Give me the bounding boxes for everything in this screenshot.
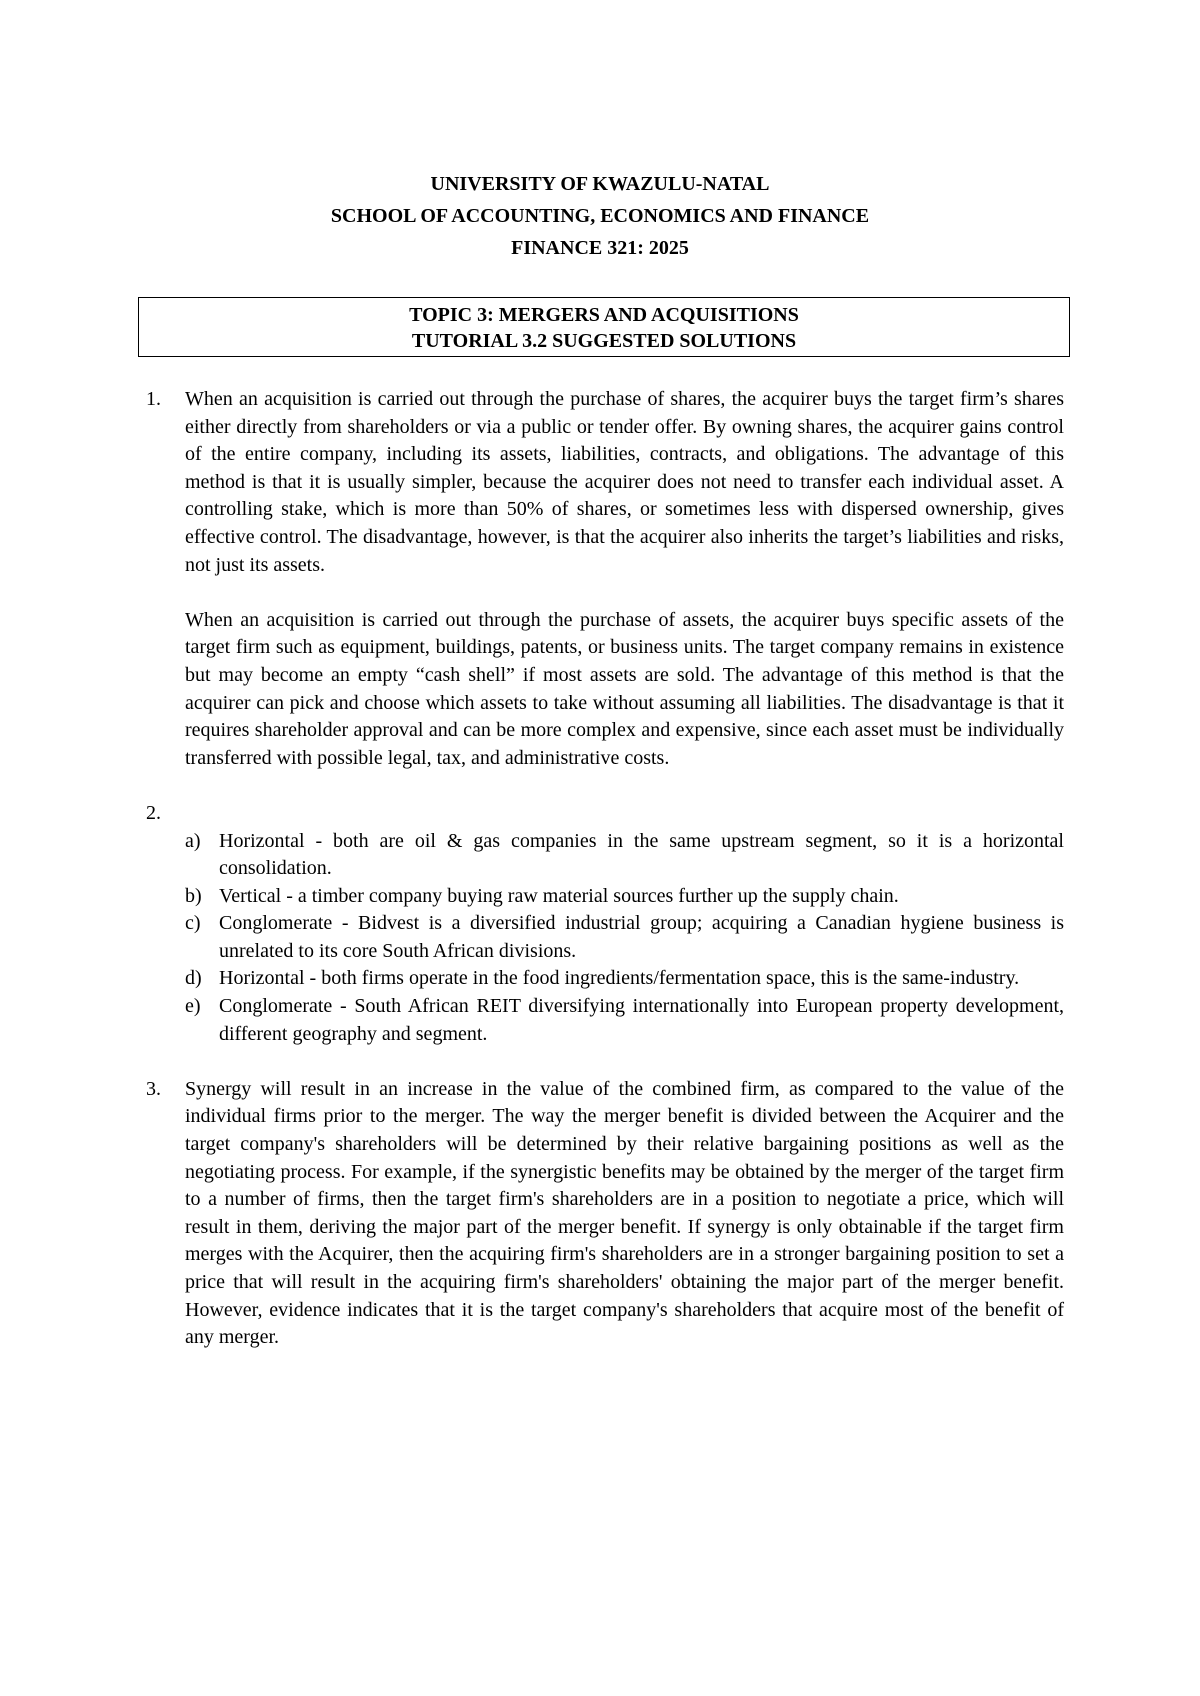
- answer-paragraph: When an acquisition is carried out through the purchase of assets, the acquirer buys specific assets of the target firm such as equipment, buildings, patents, or business units. The target company remains in existence but may become an empty “cash shell” if most assets are sold. The advantage of this method is that the acquirer can pick and choose which assets to take without assuming all liabilities. The disadvantage is that it requires shareholder approval and can be more complex and expensive, since each asset must be individually transferred with possible legal, tax, and administrative costs.: [185, 608, 1064, 769]
- item-text: Horizontal - both firms operate in the food ingredients/fermentation space, this is the same-industry.: [219, 967, 1020, 990]
- course-title: FINANCE 321: 2025: [511, 237, 689, 259]
- list-item: [185, 965, 1064, 993]
- item-letter: a): [185, 829, 201, 852]
- list-item: [185, 828, 1064, 883]
- school-name: SCHOOL OF ACCOUNTING, ECONOMICS AND FINANCE: [330, 205, 870, 227]
- item-text: Conglomerate - Bidvest is a diversified industrial group; acquiring a Canadian hygiene business is unrelated to its core South African divisions.: [219, 912, 1064, 962]
- tutorial-subtitle: TUTORIAL 3.2 SUGGESTED SOLUTIONS: [411, 330, 797, 352]
- document-header: [0, 168, 1200, 264]
- question-2: [146, 800, 1064, 1048]
- list-item: [185, 883, 1064, 911]
- solutions-body: [146, 386, 1064, 1352]
- item-letter: b): [185, 884, 202, 907]
- university-name: UNIVERSITY OF KWAZULU-NATAL: [430, 173, 770, 195]
- topic-box: [138, 297, 1070, 357]
- item-letter: e): [185, 995, 201, 1018]
- answer-paragraph: Synergy will result in an increase in the value of the combined firm, as compared to the value of the individual firms prior to the merger. The way the merger benefit is divided between the Acquirer and the target company's shareholders will be determined by their relative bargaining positions as well as the negotiating process. For example, if the synergistic benefits may be obtained by the merger of the target firm to a number of firms, then the target firm's shareholders are in a position to negotiate a price, which will result in them, deriving the major part of the merger benefit. If synergy is only obtainable if the target firm merges with the Acquirer, then the acquiring firm's shareholders are in a stronger bargaining position to set a price that will result in the acquiring firm's shareholders' obtaining the major part of the merger benefit. However, evidence indicates that it is the target company's shareholders that acquire most of the benefit of any merger.: [185, 1077, 1064, 1349]
- question-spacer: [185, 800, 1064, 828]
- item-text: Conglomerate - South African REIT diversifying internationally into European property development, different geography and segment.: [219, 995, 1064, 1045]
- list-item: [185, 993, 1064, 1048]
- item-text: Horizontal - both are oil & gas companies in the same upstream segment, so it is a horizontal consolidation.: [219, 829, 1064, 880]
- answer-list: [185, 828, 1064, 1049]
- question-1: [146, 386, 1064, 772]
- topic-title: TOPIC 3: MERGERS AND ACQUISITIONS: [409, 304, 799, 326]
- item-text: Vertical - a timber company buying raw material sources further up the supply chain.: [219, 884, 899, 907]
- question-number: 2.: [146, 801, 161, 824]
- question-number: 1.: [146, 388, 161, 410]
- answer-paragraph: When an acquisition is carried out through the purchase of shares, the acquirer buys the target firm’s shares either directly from shareholders or via a public or tender offer. By owning shares, the acquirer gains control of the entire company, including its assets, liabilities, contracts, and obligations. The advantage of this method is that it is usually simpler, because the acquirer does not need to transfer each individual asset. A controlling stake, which is more than 50% of shares, or sometimes less with dispersed ownership, gives effective control. The disadvantage, however, is that the acquirer also inherits the target’s liabilities and risks, not just its assets.: [185, 388, 1064, 576]
- question-number: 3.: [146, 1077, 161, 1100]
- item-letter: c): [185, 912, 201, 935]
- list-item: [185, 910, 1064, 965]
- question-3: [146, 1076, 1064, 1352]
- item-letter: d): [185, 967, 202, 990]
